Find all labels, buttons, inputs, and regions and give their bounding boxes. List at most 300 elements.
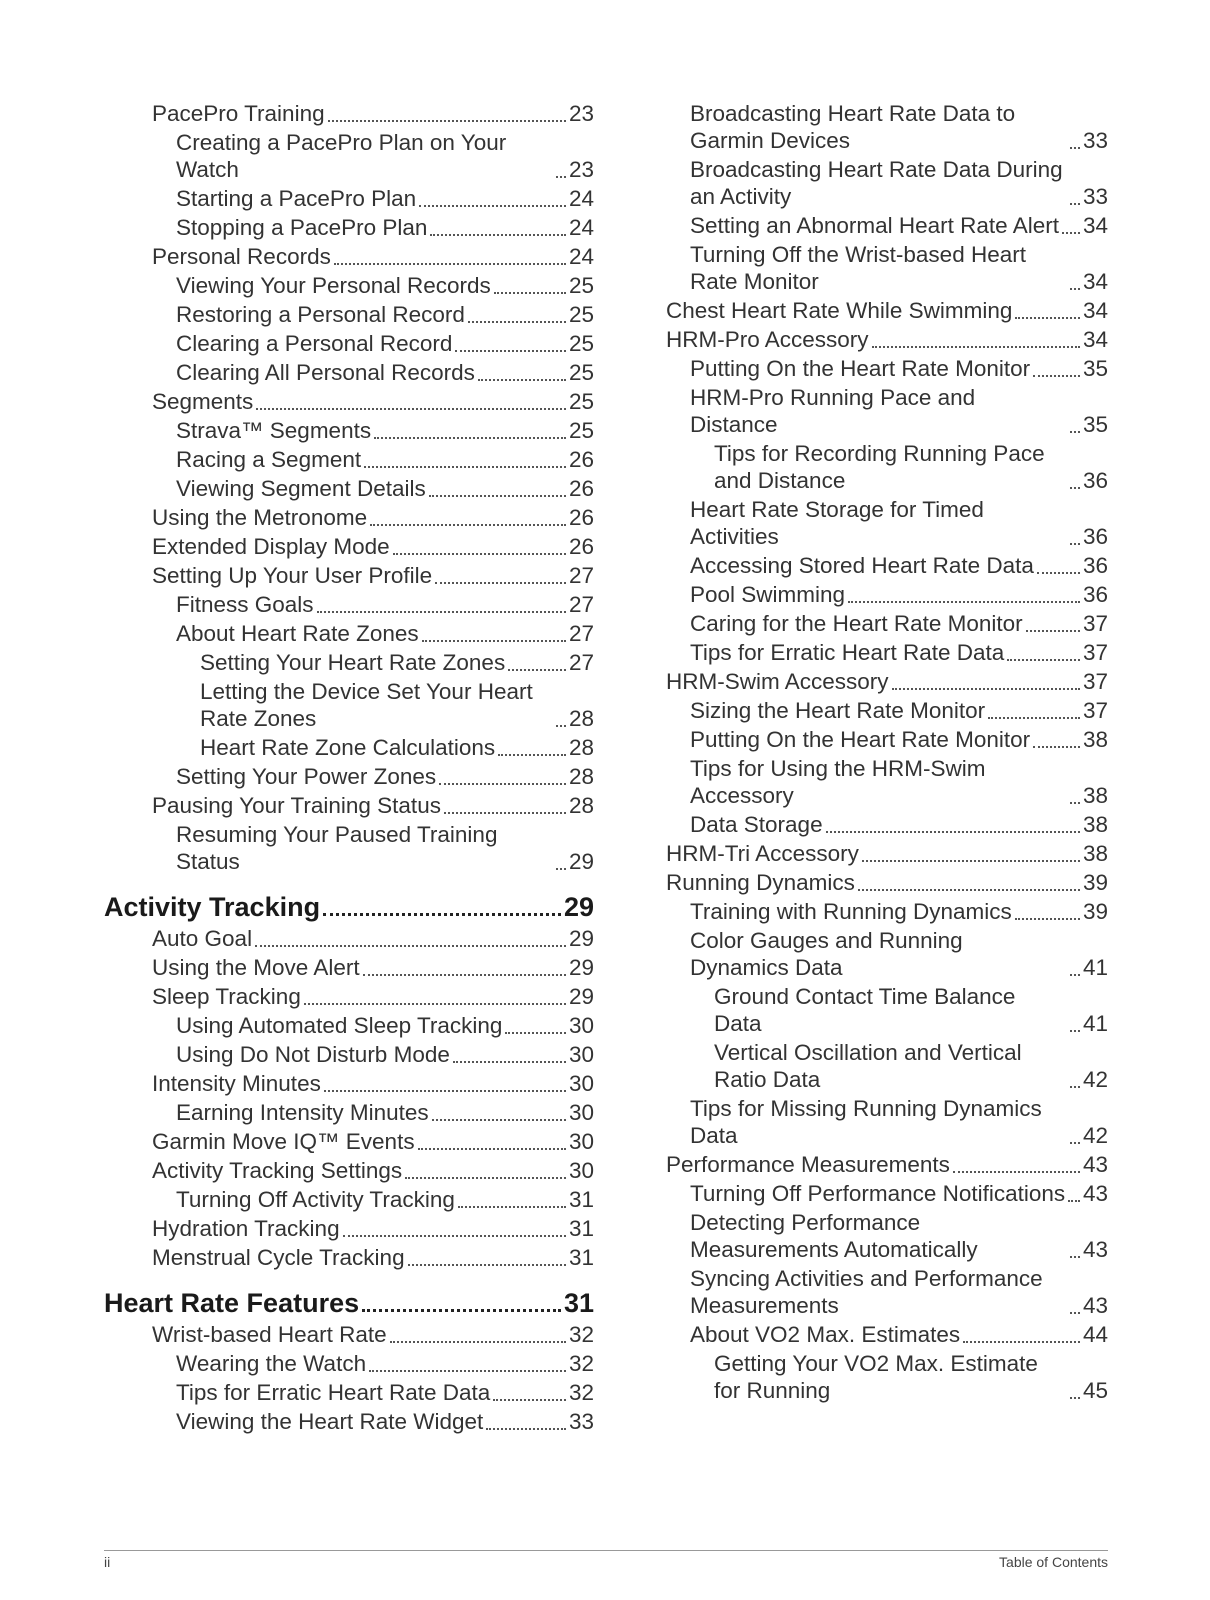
toc-page-number: 43: [1082, 1181, 1108, 1206]
toc-entry-title: Using Automated Sleep Tracking: [176, 1013, 503, 1038]
dot-leader: [963, 1333, 1080, 1343]
toc-entry-title: Resuming Your Paused Training Status: [176, 822, 498, 874]
toc-entry-title: Clearing All Personal Records: [176, 360, 475, 385]
toc-page-number: 37: [1082, 698, 1108, 723]
toc-entry-level-2[interactable]: [666, 156, 1108, 210]
toc-entry-title: Intensity Minutes: [152, 1071, 321, 1096]
dot-leader: [478, 371, 566, 381]
toc-entry-title: Performance Measurements: [666, 1152, 950, 1177]
dot-leader: [1062, 224, 1080, 234]
toc-entry-title: Clearing a Personal Record: [176, 331, 453, 356]
toc-entry-level-1[interactable]: [104, 504, 594, 531]
toc-entry-level-1[interactable]: [666, 297, 1108, 324]
toc-entry-title: Training with Running Dynamics: [690, 899, 1012, 924]
dot-leader: [393, 545, 566, 555]
toc-entry-level-2[interactable]: [104, 330, 594, 357]
dot-leader: [362, 1301, 561, 1312]
toc-entry-level-2[interactable]: [666, 581, 1108, 608]
toc-entry-level-1[interactable]: [104, 1215, 594, 1242]
dot-leader: [444, 804, 566, 814]
toc-entry-level-2[interactable]: [666, 927, 1108, 981]
toc-entry-title: Tips for Recording Running Pace and Distance: [714, 441, 1045, 493]
toc-page-number: 35: [1082, 412, 1108, 437]
toc-entry-level-2[interactable]: [104, 1012, 594, 1039]
toc-entry-title: Turning Off the Wrist-based Heart Rate Monitor: [690, 242, 1026, 294]
toc-page-number: 25: [568, 389, 594, 414]
toc-page-number: 42: [1082, 1123, 1108, 1148]
toc-page-number: 26: [568, 505, 594, 530]
dot-leader: [1070, 1078, 1080, 1088]
dot-leader: [455, 342, 566, 352]
dot-leader: [1007, 651, 1080, 661]
toc-entry-level-1[interactable]: [104, 100, 594, 127]
toc-entry-level-2[interactable]: [666, 898, 1108, 925]
toc-entry-title: Personal Records: [152, 244, 331, 269]
dot-leader: [1068, 1192, 1080, 1202]
toc-entry-level-2[interactable]: [666, 241, 1108, 295]
footer-page-number: ii: [104, 1554, 111, 1570]
toc-entry-title: Color Gauges and Running Dynamics Data: [690, 928, 963, 980]
toc-page-number: 30: [568, 1071, 594, 1096]
toc-entry-title: About VO2 Max. Estimates: [690, 1322, 961, 1347]
dot-leader: [418, 1140, 566, 1150]
toc-entry-level-2[interactable]: [666, 384, 1108, 438]
toc-page-number: 28: [568, 793, 594, 818]
dot-leader: [374, 429, 566, 439]
toc-page-number: 39: [1082, 899, 1108, 924]
toc-entry-level-1[interactable]: [104, 1321, 594, 1348]
toc-page-number: 23: [568, 101, 594, 126]
toc-entry-title: Chest Heart Rate While Swimming: [666, 298, 1013, 323]
dot-leader: [317, 603, 566, 613]
toc-entry-level-1[interactable]: [104, 1157, 594, 1184]
toc-entry-title: Restoring a Personal Record: [176, 302, 465, 327]
toc-entry-title: Setting Up Your User Profile: [152, 563, 433, 588]
dot-leader: [468, 313, 566, 323]
toc-page-number: 24: [568, 244, 594, 269]
dot-leader: [369, 1362, 566, 1372]
toc-entry-level-2[interactable]: [104, 185, 594, 212]
toc-entry-title: Tips for Erratic Heart Rate Data: [176, 1380, 491, 1405]
toc-entry-level-2[interactable]: [666, 1265, 1108, 1319]
toc-page-number: 43: [1082, 1293, 1108, 1318]
toc-page-number: 35: [1082, 356, 1108, 381]
toc-page-number: 34: [1082, 327, 1108, 352]
toc-page-number: 28: [568, 735, 594, 760]
toc-entry-level-1[interactable]: [104, 243, 594, 270]
toc-entry-level-2[interactable]: [666, 1209, 1108, 1263]
toc-entry-title: Garmin Move IQ™ Events: [152, 1129, 415, 1154]
toc-entry-title: Setting Your Power Zones: [176, 764, 437, 789]
toc-entry-level-2[interactable]: [666, 552, 1108, 579]
toc-entry-title: About Heart Rate Zones: [176, 621, 419, 646]
toc-entry-title: Auto Goal: [152, 926, 253, 951]
dot-leader: [370, 516, 566, 526]
toc-entry-level-2[interactable]: [104, 359, 594, 386]
toc-page-number: 34: [1082, 269, 1108, 294]
dot-leader: [255, 937, 566, 947]
toc-entry-level-2[interactable]: [104, 417, 594, 444]
toc-entry-title: Ground Contact Time Balance Data: [714, 984, 1016, 1036]
toc-entry-level-2[interactable]: [104, 1350, 594, 1377]
toc-page-number: 37: [1082, 669, 1108, 694]
toc-page-number: 25: [568, 302, 594, 327]
toc-entry-level-1[interactable]: [666, 869, 1108, 896]
toc-entry-title: Running Dynamics: [666, 870, 855, 895]
toc-page-number: 25: [568, 418, 594, 443]
toc-entry-title: Sleep Tracking: [152, 984, 301, 1009]
dot-leader: [458, 1198, 566, 1208]
dot-leader: [848, 593, 1080, 603]
dot-leader: [1070, 794, 1080, 804]
toc-page-number: 38: [1082, 727, 1108, 752]
toc-page-number: 43: [1082, 1237, 1108, 1262]
toc-page-number: 41: [1082, 1011, 1108, 1036]
toc-page-number: 32: [568, 1380, 594, 1405]
toc-entry-level-2[interactable]: [104, 301, 594, 328]
toc-entry-title: Putting On the Heart Rate Monitor: [690, 727, 1031, 752]
dot-leader: [453, 1053, 566, 1063]
toc-entry-title: Pausing Your Training Status: [152, 793, 441, 818]
toc-entry-title: Using the Move Alert: [152, 955, 360, 980]
toc-entry-title: Using Do Not Disturb Mode: [176, 1042, 450, 1067]
toc-entry-title: Data Storage: [690, 812, 823, 837]
dot-leader: [324, 1082, 566, 1092]
dot-leader: [328, 112, 566, 122]
toc-page-number: 28: [568, 706, 594, 731]
dot-leader: [1070, 1248, 1080, 1258]
toc-entry-title: Wrist-based Heart Rate: [152, 1322, 387, 1347]
toc-page-number: 29: [568, 849, 594, 874]
toc-entry-title: Turning Off Activity Tracking: [176, 1187, 455, 1212]
toc-entry-level-2[interactable]: [104, 129, 594, 183]
dot-leader: [1070, 479, 1080, 489]
toc-page-number: 34: [1082, 298, 1108, 323]
toc-page-number: 37: [1082, 640, 1108, 665]
toc-entry-level-2[interactable]: [666, 610, 1108, 637]
toc-entry-level-1[interactable]: [104, 925, 594, 952]
toc-entry-title: Broadcasting Heart Rate Data to Garmin Devices: [690, 101, 1016, 153]
toc-entry-level-1[interactable]: [104, 562, 594, 589]
toc-page-number: 33: [1082, 184, 1108, 209]
dot-leader: [892, 680, 1080, 690]
dot-leader: [862, 852, 1080, 862]
toc-entry-title: Detecting Performance Measurements Automatically: [690, 1210, 978, 1262]
toc-entry-level-2[interactable]: [666, 811, 1108, 838]
dot-leader: [1070, 195, 1080, 205]
toc-entry-title: Hydration Tracking: [152, 1216, 340, 1241]
toc-entry-title: Broadcasting Heart Rate Data During an Activity: [690, 157, 1063, 209]
dot-leader: [419, 197, 566, 207]
toc-entry-title: Letting the Device Set Your Heart Rate Zones: [200, 679, 533, 731]
toc-page-number: 33: [568, 1409, 594, 1434]
toc-entry-title: Getting Your VO2 Max. Estimate for Running: [714, 1351, 1038, 1403]
toc-page-number: 29: [568, 955, 594, 980]
toc-entry-title: Menstrual Cycle Tracking: [152, 1245, 405, 1270]
toc-entry-level-2[interactable]: [104, 272, 594, 299]
dot-leader: [1033, 367, 1080, 377]
toc-entry-title: Viewing Segment Details: [176, 476, 426, 501]
dot-leader: [498, 746, 566, 756]
dot-leader: [323, 905, 561, 916]
toc-entry-level-2[interactable]: [666, 355, 1108, 382]
toc-entry-level-2[interactable]: [666, 726, 1108, 753]
dot-leader: [556, 860, 566, 870]
toc-page-number: 41: [1082, 955, 1108, 980]
toc-entry-level-1[interactable]: [104, 954, 594, 981]
toc-entry-level-1[interactable]: [104, 388, 594, 415]
toc-page-number: 36: [1082, 468, 1108, 493]
toc-section-heading[interactable]: [104, 1287, 594, 1319]
toc-entry-title: Heart Rate Storage for Timed Activities: [690, 497, 984, 549]
toc-column-left: [104, 98, 594, 1435]
dot-leader: [988, 709, 1080, 719]
toc-entry-level-1[interactable]: [104, 1070, 594, 1097]
dot-leader: [1070, 139, 1080, 149]
toc-entry-title: Putting On the Heart Rate Monitor: [690, 356, 1031, 381]
toc-entry-level-2[interactable]: [666, 212, 1108, 239]
toc-page-number: 27: [568, 563, 594, 588]
toc-page-number: 25: [568, 360, 594, 385]
toc-entry-title: Vertical Oscillation and Vertical Ratio Data: [714, 1040, 1022, 1092]
dot-leader: [304, 995, 566, 1005]
toc-entry-title: Setting Your Heart Rate Zones: [200, 650, 506, 675]
dot-leader: [1070, 1022, 1080, 1032]
toc-entry-level-2[interactable]: [666, 100, 1108, 154]
toc-page-number: 26: [568, 534, 594, 559]
toc-entry-title: Sizing the Heart Rate Monitor: [690, 698, 986, 723]
toc-entry-level-2[interactable]: [104, 475, 594, 502]
dot-leader: [1070, 1134, 1080, 1144]
toc-entry-level-2[interactable]: [104, 1041, 594, 1068]
toc-entry-level-2[interactable]: [666, 1095, 1108, 1149]
toc-entry-title: HRM-Tri Accessory: [666, 841, 859, 866]
toc-page-number: 25: [568, 273, 594, 298]
toc-page-number: 38: [1082, 812, 1108, 837]
toc-entry-level-3[interactable]: [666, 440, 1108, 494]
toc-entry-level-2[interactable]: [104, 821, 594, 875]
toc-page-number: 29: [568, 984, 594, 1009]
toc-column-right: [666, 98, 1108, 1404]
toc-entry-level-2[interactable]: [104, 620, 594, 647]
dot-leader: [439, 775, 566, 785]
toc-page-number: 26: [568, 447, 594, 472]
toc-page-number: 31: [568, 1187, 594, 1212]
dot-leader: [1070, 423, 1080, 433]
toc-page-number: 25: [568, 331, 594, 356]
toc-entry-title: Pool Swimming: [690, 582, 846, 607]
toc-entry-level-3[interactable]: [104, 678, 594, 732]
dot-leader: [556, 717, 566, 727]
toc-entry-title: Earning Intensity Minutes: [176, 1100, 429, 1125]
toc-page-number: 27: [568, 621, 594, 646]
toc-entry-level-1[interactable]: [104, 1244, 594, 1271]
toc-entry-level-2[interactable]: [104, 763, 594, 790]
footer-section-title: Table of Contents: [999, 1554, 1108, 1570]
dot-leader: [364, 458, 566, 468]
dot-leader: [432, 1111, 566, 1121]
toc-entry-title: Tips for Missing Running Dynamics Data: [690, 1096, 1042, 1148]
dot-leader: [1070, 966, 1080, 976]
toc-entry-title: Racing a Segment: [176, 447, 362, 472]
toc-entry-level-2[interactable]: [104, 214, 594, 241]
toc-page-number: 30: [568, 1100, 594, 1125]
toc-section-heading[interactable]: [104, 891, 594, 923]
toc-entry-level-1[interactable]: [666, 840, 1108, 867]
toc-entry-level-1[interactable]: [104, 1128, 594, 1155]
toc-entry-level-2[interactable]: [666, 697, 1108, 724]
toc-page-number: 31: [568, 1245, 594, 1270]
toc-entry-title: Tips for Erratic Heart Rate Data: [690, 640, 1005, 665]
toc-entry-level-1[interactable]: [666, 1151, 1108, 1178]
dot-leader: [363, 966, 566, 976]
toc-page-number: 44: [1082, 1322, 1108, 1347]
toc-entry-level-3[interactable]: [666, 1039, 1108, 1093]
toc-entry-level-1[interactable]: [104, 792, 594, 819]
toc-page-number: 32: [568, 1322, 594, 1347]
toc-entry-title: Extended Display Mode: [152, 534, 390, 559]
toc-entry-level-1[interactable]: [104, 533, 594, 560]
toc-entry-title: Accessing Stored Heart Rate Data: [690, 553, 1034, 578]
toc-page-number: 30: [568, 1129, 594, 1154]
toc-page-number: 32: [568, 1351, 594, 1376]
toc-entry-level-2[interactable]: [666, 1321, 1108, 1348]
toc-entry-level-2[interactable]: [666, 1180, 1108, 1207]
dot-leader: [1015, 910, 1080, 920]
toc-page-number: 36: [1082, 553, 1108, 578]
dot-leader: [1070, 1304, 1080, 1314]
toc-entry-title: Heart Rate Features: [104, 1288, 360, 1318]
toc-entry-title: Turning Off Performance Notifications: [690, 1181, 1066, 1206]
toc-page-number: 36: [1082, 582, 1108, 607]
toc-entry-level-1[interactable]: [666, 668, 1108, 695]
toc-entry-title: HRM-Pro Running Pace and Distance: [690, 385, 976, 437]
toc-page-number: 31: [568, 1216, 594, 1241]
toc-page-number: 23: [568, 157, 594, 182]
toc-page-number: 38: [1082, 783, 1108, 808]
footer-divider: [104, 1550, 1108, 1551]
toc-entry-title: PacePro Training: [152, 101, 325, 126]
dot-leader: [1037, 564, 1080, 574]
toc-entry-title: Stopping a PacePro Plan: [176, 215, 428, 240]
dot-leader: [494, 284, 566, 294]
toc-page-number: 33: [1082, 128, 1108, 153]
toc-entry-level-2[interactable]: [666, 496, 1108, 550]
toc-entry-title: Fitness Goals: [176, 592, 314, 617]
toc-entry-level-1[interactable]: [666, 326, 1108, 353]
toc-entry-title: Viewing Your Personal Records: [176, 273, 491, 298]
toc-entry-title: Syncing Activities and Performance Measurements: [690, 1266, 1043, 1318]
dot-leader: [486, 1420, 566, 1430]
toc-page-number: 38: [1082, 841, 1108, 866]
dot-leader: [256, 400, 566, 410]
dot-leader: [334, 255, 566, 265]
toc-entry-title: Tips for Using the HRM-Swim Accessory: [690, 756, 986, 808]
dot-leader: [953, 1163, 1080, 1173]
toc-entry-title: Using the Metronome: [152, 505, 368, 530]
toc-entry-title: HRM-Pro Accessory: [666, 327, 869, 352]
toc-page-number: 26: [568, 476, 594, 501]
toc-entry-level-2[interactable]: [104, 1379, 594, 1406]
toc-entry-title: Starting a PacePro Plan: [176, 186, 417, 211]
toc-entry-title: Segments: [152, 389, 254, 414]
toc-entry-title: Activity Tracking Settings: [152, 1158, 403, 1183]
dot-leader: [435, 574, 566, 584]
toc-entry-title: HRM-Swim Accessory: [666, 669, 889, 694]
dot-leader: [872, 338, 1080, 348]
toc-page-number: 45: [1082, 1378, 1108, 1403]
dot-leader: [1033, 738, 1080, 748]
dot-leader: [422, 632, 566, 642]
toc-entry-title: Strava™ Segments: [176, 418, 372, 443]
toc-entry-title: Wearing the Watch: [176, 1351, 367, 1376]
toc-page-number: 43: [1082, 1152, 1108, 1177]
dot-leader: [408, 1256, 566, 1266]
toc-entry-level-2[interactable]: [666, 639, 1108, 666]
dot-leader: [826, 823, 1080, 833]
dot-leader: [1026, 622, 1080, 632]
toc-entry-title: Viewing the Heart Rate Widget: [176, 1409, 484, 1434]
dot-leader: [1070, 1389, 1080, 1399]
dot-leader: [505, 1024, 566, 1034]
dot-leader: [343, 1227, 566, 1237]
dot-leader: [508, 661, 566, 671]
toc-page-number: 28: [568, 764, 594, 789]
toc-page-number: 27: [568, 650, 594, 675]
dot-leader: [429, 487, 566, 497]
dot-leader: [390, 1333, 566, 1343]
toc-entry-title: Activity Tracking: [104, 892, 321, 922]
toc-page-number: 34: [1082, 213, 1108, 238]
toc-entry-level-3[interactable]: [104, 649, 594, 676]
toc-entry-level-2[interactable]: [104, 446, 594, 473]
toc-page-number: 24: [568, 186, 594, 211]
dot-leader: [556, 168, 566, 178]
toc-page-number: 29: [563, 892, 594, 922]
toc-entry-title: Creating a PacePro Plan on Your Watch: [176, 130, 507, 182]
dot-leader: [1070, 280, 1080, 290]
toc-entry-level-2[interactable]: [104, 1408, 594, 1435]
toc-page-number: 37: [1082, 611, 1108, 636]
toc-entry-level-3[interactable]: [104, 734, 594, 761]
toc-entry-level-2[interactable]: [666, 755, 1108, 809]
toc-entry-level-2[interactable]: [104, 1099, 594, 1126]
dot-leader: [1015, 309, 1080, 319]
dot-leader: [430, 226, 566, 236]
dot-leader: [493, 1391, 566, 1401]
toc-page-number: 30: [568, 1013, 594, 1038]
toc-entry-title: Caring for the Heart Rate Monitor: [690, 611, 1023, 636]
toc-page-number: 27: [568, 592, 594, 617]
toc-page-number: 29: [568, 926, 594, 951]
toc-entry-title: Heart Rate Zone Calculations: [200, 735, 496, 760]
toc-page-number: 30: [568, 1042, 594, 1067]
toc-page-number: 30: [568, 1158, 594, 1183]
toc-page-number: 42: [1082, 1067, 1108, 1092]
toc-entry-level-3[interactable]: [666, 983, 1108, 1037]
toc-entry-level-2[interactable]: [104, 1186, 594, 1213]
toc-entry-level-1[interactable]: [104, 983, 594, 1010]
toc-entry-level-2[interactable]: [104, 591, 594, 618]
toc-entry-level-3[interactable]: [666, 1350, 1108, 1404]
dot-leader: [1070, 535, 1080, 545]
toc-entry-title: Setting an Abnormal Heart Rate Alert: [690, 213, 1059, 238]
dot-leader: [405, 1169, 566, 1179]
toc-page-number: 39: [1082, 870, 1108, 895]
dot-leader: [858, 881, 1080, 891]
toc-page-number: 31: [563, 1288, 594, 1318]
toc-page-number: 36: [1082, 524, 1108, 549]
